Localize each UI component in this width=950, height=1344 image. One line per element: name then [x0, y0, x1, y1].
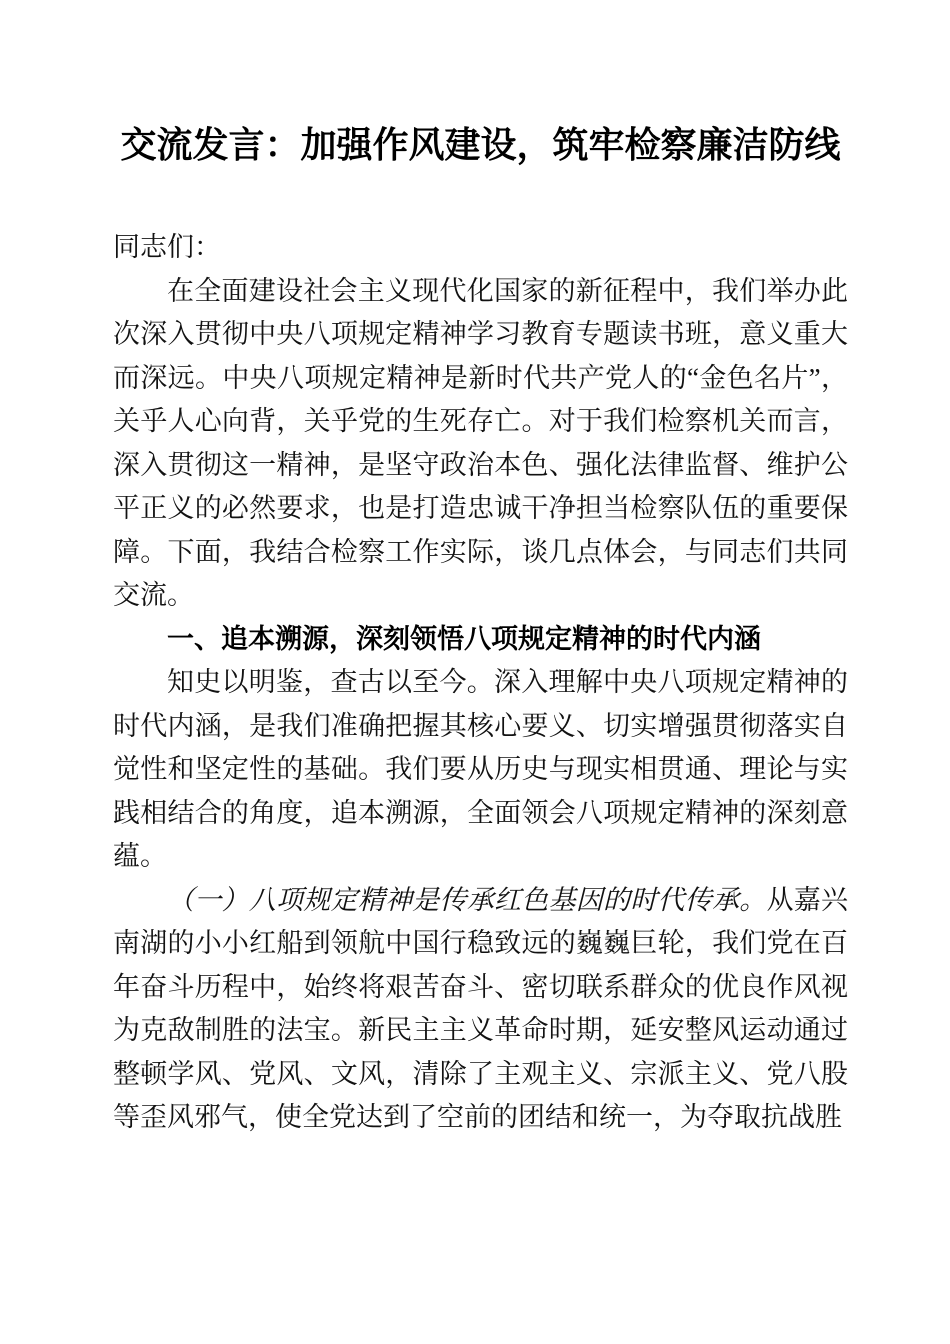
- section-1-subsection-1-paragraph: [113, 879, 848, 1140]
- section-1-heading: 一、追本溯源，深刻领悟八项规定精神的时代内涵: [167, 623, 761, 654]
- subsection-1-text: 从嘉兴南湖的小小红船到领航中国行稳致远的巍巍巨轮，我们党在百年奋斗历程中，始终将艰苦奋斗、密切联系群众的优良作风视为克敌制胜的法宝。新民主主义革命时期，延安整风运动通过整顿学风、党风、文风，清除了主观主义、宗派主义、党八股等歪风邪气，使全党达到了空前的团结和统一，为夺取抗战胜: [113, 884, 848, 1132]
- intro-paragraph: 在全面建设社会主义现代化国家的新征程中，我们举办此次深入贯彻中央八项规定精神学习教育专题读书班，意义重大而深远。中央八项规定精神是新时代共产党人的“金色名片”，关乎人心向背，关乎党的生死存亡。对于我们检察机关而言，深入贯彻这一精神，是坚守政治本色、强化法律监督、维护公平正义的必然要求，也是打造忠诚干净担当检察队伍的重要保障。下面，我结合检察工作实际，谈几点体会，与同志们共同交流。: [113, 275, 848, 610]
- subsection-1-inline-heading: （一）八项规定精神是传承红色基因的时代传承。: [167, 884, 767, 915]
- document-title: 交流发言：加强作风建设，筑牢检察廉洁防线: [120, 125, 841, 165]
- salutation: 同志们：: [113, 232, 221, 262]
- section-1-lead-paragraph: 知史以明鉴，查古以至今。深入理解中央八项规定精神的时代内涵，是我们准确把握其核心要义、切实增强贯彻落实自觉性和坚定性的基础。我们要从历史与现实相贯通、理论与实践相结合的角度，追本溯源，全面领会八项规定精神的深刻意蕴。: [113, 667, 848, 871]
